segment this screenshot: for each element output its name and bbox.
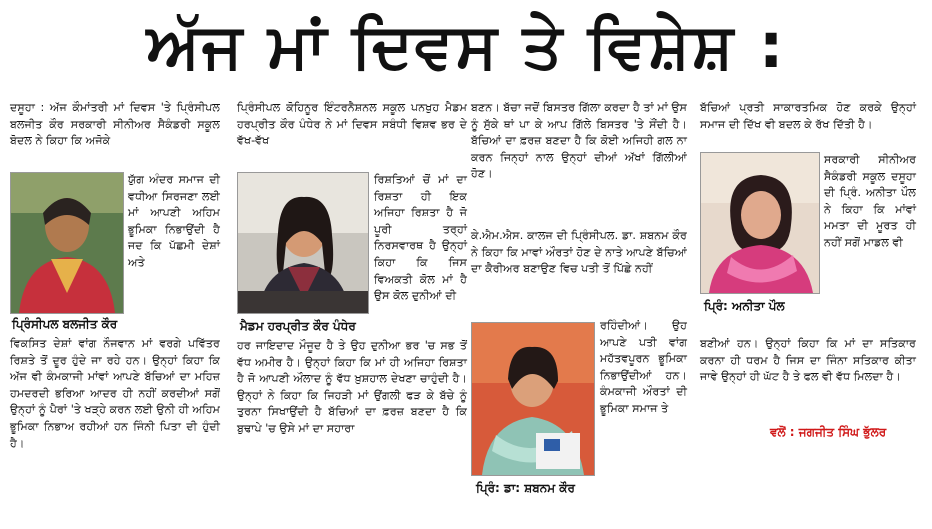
column-1-bottom [10, 336, 220, 522]
photo-caption-baljit-kaur: ਪ੍ਰਿੰਸੀਪਲ ਬਲਜੀਤ ਕੌਰ [12, 317, 118, 331]
column-4-bottom [700, 336, 916, 416]
column-2-text-bottom: ਹਰ ਜਾਇਦਾਦ ਮੌਜੂਦ ਹੈ ਤੇ ਉਹ ਦੁਨੀਆ ਭਰ 'ਚ ਸਭ ਤੋਂ ਵੱਧ ਅਮੀਰ ਹੈ। ਉਨ੍ਹਾਂ ਕਿਹਾ ਕਿ ਮਾਂ ਹੀ ਅਜਿਹਾ ਰਿਸ਼ਤਾ ਹੈ ਜੋ ਆਪਣੀ ਔਲਾਦ ਨੂੰ ਵੱਧ ਖ਼ੁਸ਼ਹਾਲ ਦੇਖਣਾ ਚਾਹੁੰਦੀ ਹੈ। ਉਨ੍ਹਾਂ ਨੇ ਕਿਹਾ ਕਿ ਜਿਹੜੀ ਮਾਂ ਉਂਗਲੀ ਫੜ ਕੇ ਬੱਚੇ ਨੂੰ ਤੁਰਨਾ ਸਿਖਾਉਂਦੀ ਹੈ ਬੱਚਿਆਂ ਦਾ ਫ਼ਰਜ਼ ਬਣਦਾ ਹੈ ਕਿ ਬੁਢਾਪੇ 'ਚ ਉਸੇ ਮਾਂ ਦਾ ਸਹਾਰਾ [237, 339, 467, 435]
column-1-text-top: ਦਸੂਹਾ : ਅੱਜ ਕੌਮਾਂਤਰੀ ਮਾਂ ਦਿਵਸ 'ਤੇ ਪ੍ਰਿੰਸੀਪਲ ਬਲਜੀਤ ਕੌਰ ਸਰਕਾਰੀ ਸੀਨੀਅਰ ਸੈਕੰਡਰੀ ਸਕੂਲ ਬੋਦਲ ਨੇ ਕਿਹਾ ਕਿ ਅਜੋਕੇ [10, 101, 220, 148]
column-2-side [374, 172, 467, 332]
column-1-side [128, 172, 220, 322]
headline: ਅੱਜ ਮਾਂ ਦਿਵਸ ਤੇ ਵਿਸ਼ੇਸ਼ : [146, 9, 786, 82]
column-4-text-top: ਬੱਚਿਆਂ ਪ੍ਰਤੀ ਸਾਕਾਰਤਮਿਕ ਹੋਣ ਕਰਕੇ ਉਨ੍ਹਾਂ ਸਮਾਜ ਦੀ ਦਿੱਖ ਵੀ ਬਦਲ ਕੇ ਰੱਖ ਦਿੱਤੀ ਹੈ। [700, 101, 916, 131]
column-1-text-side: ਯੁੱਗ ਅੰਦਰ ਸਮਾਜ ਦੀ ਵਧੀਆ ਸਿਰਜਣਾ ਲਈ ਮਾਂ ਆਪਣੀ ਅਹਿਮ ਭੂਮਿਕਾ ਨਿਭਾਉਂਦੀ ਹੈ ਜਦ ਕਿ ਪੱਛਮੀ ਦੇਸ਼ਾਂ ਅਤੇ [128, 173, 220, 269]
portrait-illustration [472, 323, 594, 475]
column-3-text-top: ਬਣਨ। ਬੱਚਾ ਜਦੋਂ ਬਿਸਤਰ ਗਿੱਲਾ ਕਰਦਾ ਹੈ ਤਾਂ ਮਾਂ ਉਸ ਨੂੰ ਸੁੱਕੇ ਥਾਂ ਪਾ ਕੇ ਆਪ ਗਿੱਲੇ ਬਿਸਤਰ 'ਤੇ ਸੌਂਦੀ ਹੈ। ਬੱਚਿਆਂ ਦਾ ਫ਼ਰਜ਼ ਬਣਦਾ ਹੈ ਕਿ ਕੋਈ ਅਜਿਹੀ ਗਲ ਨਾ ਕਰਨ ਜਿਨ੍ਹਾਂ ਨਾਲ ਉਨ੍ਹਾਂ ਦੀਆਂ ਅੱਖਾਂ ਗਿੱਲੀਆਂ ਹੋਣ। [471, 101, 687, 181]
photo-harpreet-kaur-pandher [237, 172, 369, 314]
column-4-text-bottom: ਬਣੀਆਂ ਹਨ। ਉਨ੍ਹਾਂ ਕਿਹਾ ਕਿ ਮਾਂ ਦਾ ਸਤਿਕਾਰ ਕਰਨਾ ਹੀ ਧਰਮ ਹੈ ਜਿਸ ਦਾ ਜਿੰਨਾ ਸਤਿਕਾਰ ਕੀਤਾ ਜਾਵੇ ਉਨ੍ਹਾਂ ਹੀ ਘੱਟ ਹੈ ਤੇ ਫਲ ਵੀ ਵੱਧ ਮਿਲਦਾ ਹੈ। [700, 337, 916, 384]
portrait-illustration [11, 173, 123, 313]
photo-shabnam-kaur [471, 322, 595, 476]
column-1-text-bottom: ਵਿਕਸਿਤ ਦੇਸ਼ਾਂ ਵਾਂਗ ਨੌਜਵਾਨ ਮਾਂ ਵਰਗੇ ਪਵਿੱਤਰ ਰਿਸ਼ਤੇ ਤੋਂ ਦੂਰ ਹੁੰਦੇ ਜਾ ਰਹੇ ਹਨ। ਉਨ੍ਹਾਂ ਕਿਹਾ ਕਿ ਅੱਜ ਵੀ ਕੰਮਕਾਜੀ ਮਾਂਵਾਂ ਆਪਣੇ ਬੱਚਿਆਂ ਦਾ ਮਹਿਜ਼ ਹਮਦਰਦੀ ਭਰਿਆ ਆਦਰ ਹੀ ਨਹੀਂ ਕਰਦੀਆਂ ਸਗੋਂ ਉਨ੍ਹਾਂ ਨੂੰ ਪੈਰਾਂ 'ਤੇ ਖੜ੍ਹੇ ਕਰਨ ਲਈ ਉਨੀ ਹੀ ਅਹਿਮ ਭੂਮਿਕਾ ਨਿਭਾਅ ਰਹੀਆਂ ਹਨ ਜਿੰਨੀ ਪਿਤਾ ਦੀ ਹੁੰਦੀ ਹੈ। [10, 337, 220, 450]
column-2-top [237, 100, 467, 166]
column-2-text-side: ਰਿਸ਼ਤਿਆਂ ਚੋਂ ਮਾਂ ਦਾ ਰਿਸ਼ਤਾ ਹੀ ਇਕ ਅਜਿਹਾ ਰਿਸ਼ਤਾ ਹੈ ਜੋ ਪੂਰੀ ਤਰ੍ਹਾਂ ਨਿਰਸਵਾਰਥ ਹੈ ਉਨ੍ਹਾਂ ਕਿਹਾ ਕਿ ਜਿਸ ਵਿਅਕਤੀ ਕੋਲ ਮਾਂ ਹੈ ਉਸ ਕੋਲ ਦੁਨੀਆਂ ਦੀ [374, 173, 467, 303]
portrait-illustration [701, 153, 819, 293]
column-2-bottom [237, 338, 467, 522]
column-3-text-side: ਰਹਿੰਦੀਆਂ। ਉਹ ਆਪਣੇ ਪਤੀ ਵਾਂਗ ਮਹੱਤਵਪੂਰਨ ਭੂਮਿਕਾ ਨਿਭਾਉਂਦੀਆਂ ਹਨ। ਕੰਮਕਾਜੀ ਔਰਤਾਂ ਦੀ ਭੂਮਿਕਾ ਸਮਾਜ ਤੇ [600, 319, 687, 415]
column-2-text-top: ਪ੍ਰਿੰਸੀਪਲ ਕੋਹਿਨੂਰ ਇੰਟਰਨੈਸ਼ਨਲ ਸਕੂਲ ਪਨਖੁਹ ਮੈਡਮ ਹਰਪ੍ਰੀਤ ਕੌਰ ਪੰਧੇਰ ਨੇ ਮਾਂ ਦਿਵਸ ਸਬੰਧੀ ਵਿਸ਼ਵ ਭਰ ਦੇ ਵੱਖ-ਵੱਖ [237, 101, 467, 148]
photo-principal-baljit-kaur [10, 172, 124, 314]
column-4-top [700, 100, 916, 140]
photo-caption-harpreet-kaur: ਮੈਡਮ ਹਰਪ੍ਰੀਤ ਕੌਰ ਪੰਧੇਰ [240, 319, 356, 333]
column-3-text-para2: ਕੇ.ਐਮ.ਐਸ. ਕਾਲਜ ਦੀ ਪ੍ਰਿੰਸੀਪਲ. ਡਾ. ਸ਼ਬਨਮ ਕੌਰ ਨੇ ਕਿਹਾ ਕਿ ਮਾਵਾਂ ਔਰਤਾਂ ਹੋਣ ਦੇ ਨਾਤੇ ਆਪਣੇ ਬੱਚਿਆਂ ਦਾ ਕੈਰੀਅਰ ਬਣਾਉਣ ਵਿਚ ਪਤੀ ਤੋਂ ਪਿੱਛੇ ਨਹੀਂ [471, 229, 687, 276]
column-3-top [471, 100, 687, 220]
column-3-side [600, 318, 687, 518]
photo-caption-anita-paul: ਪ੍ਰਿੰ: ਅਨੀਤਾ ਪੌਲ [704, 299, 785, 313]
column-4-text-side: ਸਰਕਾਰੀ ਸੀਨੀਅਰ ਸੈਕੰਡਰੀ ਸਕੂਲ ਦਸੂਹਾ ਦੀ ਪ੍ਰਿੰ. ਅਨੀਤਾ ਪੌਲ ਨੇ ਕਿਹਾ ਕਿ ਮਾਂਵਾਂ ਮਮਤਾ ਦੀ ਮੂਰਤ ਹੀ ਨਹੀਂ ਸਗੋਂ ਮਾਡਲ ਵੀ [824, 153, 916, 249]
photo-anita-paul [700, 152, 820, 294]
column-3-para2 [471, 228, 687, 312]
portrait-illustration [238, 173, 368, 313]
photo-caption-shabnam-kaur: ਪ੍ਰਿੰ: ਡਾ: ਸ਼ਬਨਮ ਕੌਰ [476, 481, 575, 495]
column-4-side [824, 152, 916, 334]
byline-author: ਵਲੋਂ : ਜਗਜੀਤ ਸਿੰਘ ਭੁੱਲਰ [770, 425, 887, 439]
column-1-top [10, 100, 220, 166]
